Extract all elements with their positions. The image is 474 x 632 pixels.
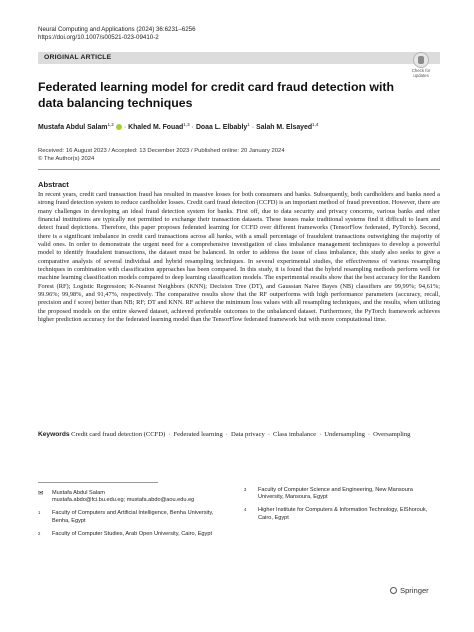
affiliation-number: 3	[244, 487, 247, 492]
footnotes-right	[244, 487, 440, 528]
article-title: Federated learning model for credit card fraud detection with data balancing techniques	[38, 80, 394, 110]
affiliation-text: Higher Institute for Computers & Information Technology, ElShorouk, Cairo, Egypt	[258, 507, 428, 521]
article-type-label: ORIGINAL ARTICLE	[44, 53, 112, 61]
author-separator: ·	[251, 124, 255, 131]
journal-citation	[38, 26, 196, 43]
section-divider	[38, 169, 440, 170]
envelope-icon: ✉	[38, 490, 44, 497]
author-name: Doaa L. Elbably	[195, 124, 248, 131]
keyword: Federated learning	[173, 431, 223, 438]
publisher-logo	[390, 586, 429, 595]
author[interactable]	[128, 124, 190, 131]
affiliation-note	[38, 510, 228, 524]
author-separator: ·	[123, 124, 127, 131]
author-affiliation-mark: 1,3	[183, 122, 190, 127]
copyright-line: © The Author(s) 2024	[38, 156, 95, 162]
keyword: Class imbalance	[273, 431, 317, 438]
author[interactable]	[196, 124, 250, 131]
affiliation-note	[38, 531, 228, 538]
affiliation-text: Faculty of Computer Studies, Arab Open University, Cairo, Egypt	[52, 530, 213, 537]
orcid-icon[interactable]	[116, 124, 122, 130]
author[interactable]	[256, 124, 318, 131]
article-type-banner	[38, 52, 440, 64]
crossmark-label: Check for updates	[411, 68, 431, 78]
author-list	[38, 122, 438, 131]
abstract-body: In recent years, credit card transaction fraud has resulted in massive losses for both consumers and banks. Subsequently, both cardholders and banks need a strong fraud detection system to reduce cardholder losses. Credit card fraud detection (CCFD) is an important method of fraud prevention. However, there are many challenges in developing an ideal fraud detection system for banks. First off, due to data security and privacy concerns, various banks and other financial institutions are typically not permitted to exchange their transaction datasets. These issues make traditional systems find it difficult to learn and detect fraud depictions. Therefore, this paper proposes federated learning for CCFD over different frameworks (TensorFlow federated, PyTorch). Second, there is a significant imbalance in credit card transactions across all banks, with a small percentage of fraudulent transactions outweighing the majority of valid ones. In order to demonstrate the urgent need for a comprehensive investigation of class imbalance management techniques to develop a powerful model to identify fraudulent transactions, the dataset must be balanced. In order to address the issue of class imbalance, this study also seeks to give a comparative analysis of several individual and hybrid resampling techniques. In several experimental studies, the effectiveness of various resampling techniques in combination with classification approaches has been compared. In this study, it is found that the hybrid resampling methods perform well for machine learning classification models compared to deep learning classification models. The experimental results show that the best accuracy for the Random Forest (RF); Logistic Regression; K-Nearest Neighbors (KNN); Decision Tree (DT), and Gaussian Naive Bayes (NB) classifiers are 99,99%; 94,61%; 99.96%; 99,98%, and 91,47%, respectively. The comparative results show that the RF outperforms with high performance parameters (accuracy, recall, precision and f score) better than NB; RF; DT and KNN. RF achieve the minimum loss values with all resampling techniques, and the results, when utilizing the proposed models on the entire skewed dataset, achieved preferable outcomes to the unbalanced dataset. Furthermore, the PyTorch framework achieves higher prediction accuracy for the federated learning model than the TensorFlow federated framework but with more computational time.	[38, 191, 440, 324]
keyword: Data privacy	[230, 431, 265, 438]
doi-link[interactable]: https://doi.org/10.1007/s00521-023-09410-2	[38, 34, 159, 42]
keyword: Credit card fraud detection (CCFD)	[71, 431, 166, 438]
affiliation-note	[244, 487, 440, 501]
crossmark-icon	[413, 52, 429, 68]
affiliation-number: 4	[244, 507, 247, 513]
journal-volume-line: Neural Computing and Applications (2024) 36:6231–6256	[38, 26, 196, 33]
affiliation-text: Faculty of Computer Science and Engineering, New Mansoura University, Mansoura, Egypt	[258, 487, 413, 501]
keyword-separator: ·	[319, 431, 322, 438]
affiliation-text: Faculty of Computers and Artificial Intelligence, Benha University, Benha, Egypt	[52, 510, 214, 524]
history-dates: Received: 16 August 2023 / Accepted: 13 December 2023 / Published online: 20 January 2024	[38, 148, 285, 154]
keyword-separator: ·	[267, 431, 271, 438]
keywords-heading: Keywords	[38, 431, 70, 438]
footnotes-left	[38, 490, 228, 544]
keyword: Oversampling	[373, 431, 411, 438]
keyword-separator: ·	[168, 431, 171, 438]
author-name: Mustafa Abdul Salam	[38, 124, 108, 131]
keyword-separator: ·	[225, 431, 228, 438]
publisher-name: Springer	[400, 586, 429, 595]
author-affiliation-mark: 1,2	[107, 122, 114, 127]
publication-dates	[38, 147, 285, 163]
affiliation-note	[244, 507, 440, 521]
corresponding-author-note	[38, 490, 228, 504]
affiliation-number: 1	[38, 510, 41, 516]
abstract-heading: Abstract	[38, 180, 69, 189]
check-for-updates-badge[interactable]	[404, 52, 438, 78]
author[interactable]	[38, 124, 122, 131]
author-name: Salah M. Elsayed	[256, 124, 313, 131]
corresponding-author-name: Mustafa Abdul Salam	[52, 490, 105, 496]
keyword-separator: ·	[367, 431, 371, 438]
author-separator: ·	[191, 124, 194, 131]
footnote-divider	[38, 482, 158, 483]
corresponding-author-email[interactable]: mustafa.abdo@fci.bu.edu.eg; mustafa.abdo@aou.edu.eg	[52, 497, 195, 504]
author-affiliation-mark: 1,4	[312, 122, 319, 127]
author-name: Khaled M. Fouad	[128, 124, 184, 131]
springer-horse-icon	[390, 587, 397, 594]
keywords-block	[38, 431, 440, 440]
keyword: Undersampling	[324, 431, 365, 438]
affiliation-number: 2	[38, 530, 41, 536]
author-affiliation-mark: 1	[247, 122, 250, 127]
